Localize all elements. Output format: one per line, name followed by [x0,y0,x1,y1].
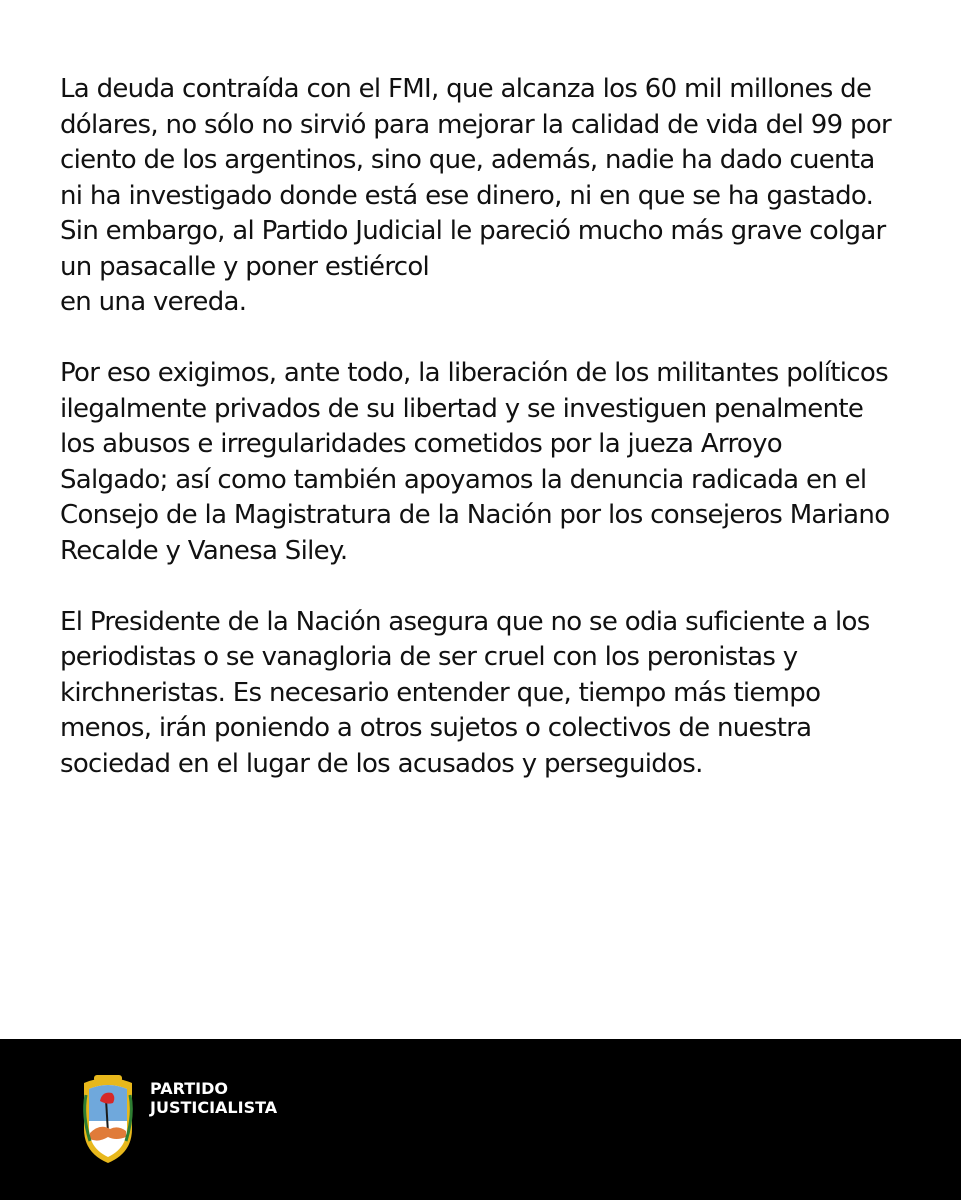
text-line: menos, irán poniendo a otros sujetos o colectivos de nuestra [60,713,812,743]
text-line: los abusos e irregularidades cometidos por la jueza Arroyo [60,429,782,459]
paragraph-1 [60,72,940,321]
statement-body [60,72,940,782]
text-line: ilegalmente privados de su libertad y se investiguen penalmente [60,393,864,424]
text-line: un pasacalle y poner estiércol [60,251,430,282]
text-line: Por eso exigimos, ante todo, la liberación de los militantes políticos [60,358,888,388]
text-line: ni ha investigado donde está ese dinero, ni en que se ha gastado. [60,180,874,211]
brand-line-justicialista: JUSTICIALISTA [150,1098,278,1117]
text-line: Salgado; así como también apoyamos la denuncia radicada en el [60,464,867,495]
text-line: El Presidente de la Nación asegura que no se odia suficiente a los [60,606,870,637]
text-line: en una vereda. [60,287,247,317]
brand-line-partido: PARTIDO [150,1079,228,1098]
text-line: Consejo de la Magistratura de la Nación por los consejeros Mariano [60,500,890,530]
paragraph-2 [60,356,940,569]
text-line: kirchneristas. Es necesario entender que, tiempo más tiempo [60,677,821,708]
footer-bar [0,1039,961,1200]
text-line: La deuda contraída con el FMI, que alcanza los 60 mil millones de [60,74,872,104]
brand-name [150,1079,277,1117]
pj-shield-icon [80,1071,136,1167]
text-line: dólares, no sólo no sirvió para mejorar la calidad de vida del 99 por [60,109,892,140]
text-line: periodistas o se vanagloria de ser cruel con los peronistas y [60,642,798,672]
paragraph-3 [60,605,940,783]
text-line: ciento de los argentinos, sino que, además, nadie ha dado cuenta [60,145,875,175]
text-line: sociedad en el lugar de los acusados y perseguidos. [60,748,703,779]
text-line: Recalde y Vanesa Siley. [60,535,348,566]
text-line: Sin embargo, al Partido Judicial le pareció mucho más grave colgar [60,216,886,246]
